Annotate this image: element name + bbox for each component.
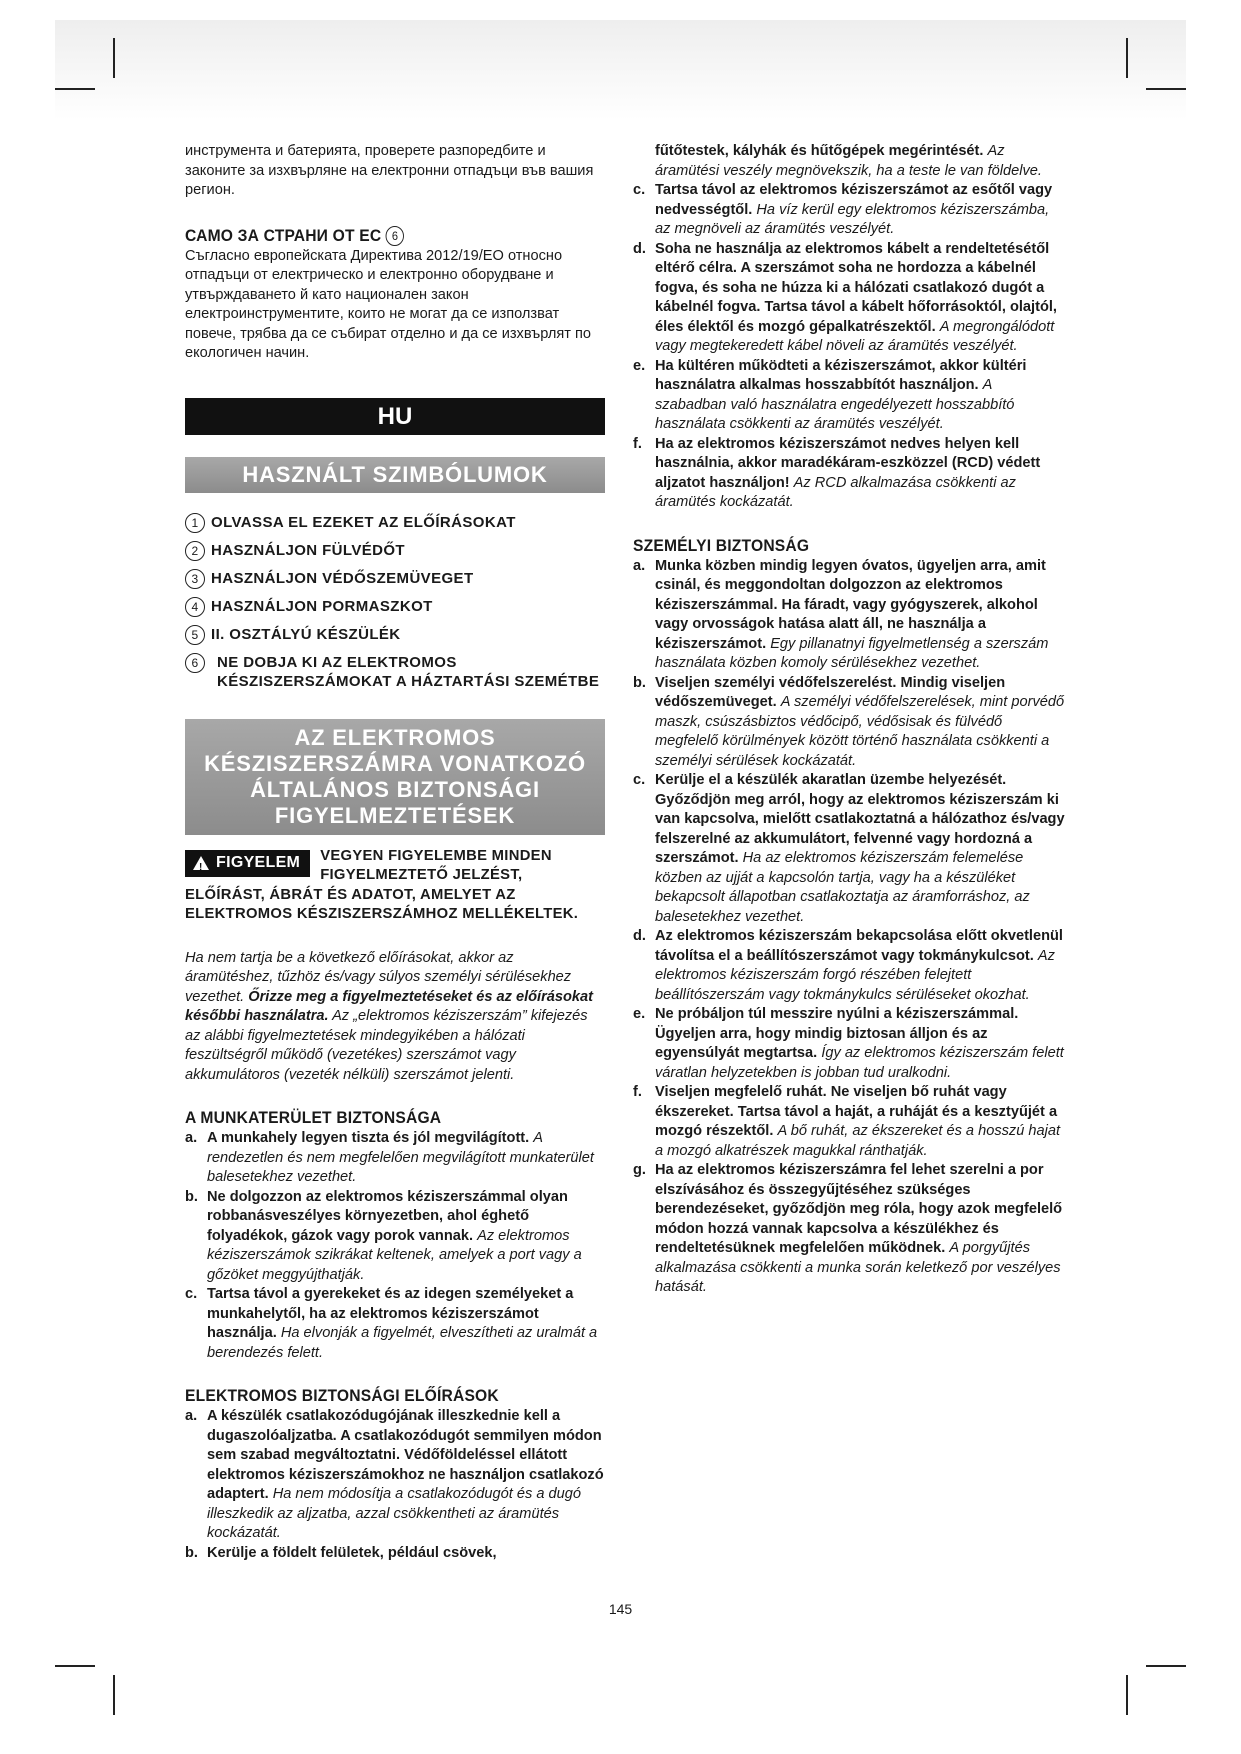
item-label: c. <box>633 182 646 198</box>
list-item <box>185 1129 605 1188</box>
cont-bold: fűtőtestek, kályhák és hűtőgépek megérintését. <box>655 143 984 159</box>
personal-safety-title: SZEMÉLYI BIZTONSÁG <box>633 535 810 555</box>
symbol-6-icon: 6 <box>386 226 404 246</box>
general-safety-heading-bar: AZ ELEKTROMOS KÉSZISZERSZÁMRA VONATKOZÓ ÁLTALÁNOS BIZTONSÁGI FIGYELMEZTETÉSEK <box>185 719 605 835</box>
symbol-text: OLVASSA EL EZEKET AZ ELŐÍRÁSOKAT <box>211 513 516 531</box>
item-bold: Viseljen személyi védőfelszerelést. Mindig viseljen védőszemüveget. <box>655 674 1006 710</box>
list-item <box>633 1161 1065 1298</box>
item-label: c. <box>633 772 646 788</box>
list-item <box>633 435 1065 513</box>
left-column <box>185 142 605 1563</box>
list-item <box>633 1083 1065 1161</box>
item-label: a. <box>185 1130 198 1146</box>
list-item <box>185 1544 605 1564</box>
item-label: d. <box>633 240 646 257</box>
item-bold: Viseljen megfelelő ruhát. Ne viseljen bő ruhát vagy ékszereket. Tartsa távol a haját, a ruháját és a kesztyűjét a mozgó részektől. <box>655 1084 1058 1139</box>
item-italic: A szabadban való használatra engedélyezett hosszabbító használata csökkenti az áramütés veszélyét. <box>655 377 1015 432</box>
item-label: b. <box>633 674 646 691</box>
personal-safety-list <box>633 557 1065 1298</box>
list-item <box>633 357 1065 435</box>
item-italic: Ha az elektromos kéziszerszám felemelése közben az ujját a kapcsolón tartja, vagy ha a készüléket bekapcsolt állapotban csatlakoztatja az áramforráshoz, az balesetekhez vezethet. <box>655 850 1030 925</box>
symbol-text: NE DOBJA KI AZ ELEKTROMOS KÉSZISZERSZÁMOKAT A HÁZTARTÁSI SZEMÉTBE <box>217 653 600 690</box>
symbol-text: HASZNÁLJON VÉDŐSZEMÜVEGET <box>211 569 474 587</box>
item-label: f. <box>633 1084 642 1100</box>
circled-number-2-icon: 2 <box>185 541 205 561</box>
bg-intro-paragraph: инструмента и батерията, проверете разпоредбите и законите за изхвърляне на електронни отпадъци във вашия регион. <box>185 143 594 198</box>
item-bold: Ha kültéren működteti a kéziszerszámot, akkor kültéri használatra alkalmas hosszabbítót használjon. <box>655 357 1027 393</box>
crop-mark-tl-v <box>113 38 115 78</box>
item-label: a. <box>185 1408 198 1424</box>
symbol-text: HASZNÁLJON PORMASZKOT <box>211 597 433 615</box>
work-area-list <box>185 1129 605 1363</box>
symbol-item-2 <box>185 541 605 561</box>
list-item <box>633 557 1065 674</box>
list-item <box>185 1407 605 1544</box>
electrical-safety-title: ELEKTROMOS BIZTONSÁGI ELŐÍRÁSOK <box>185 1386 499 1405</box>
warning-text: VEGYEN FIGYELEMBE MINDEN FIGYELMEZTETŐ JELZÉST, ELŐÍRÁST, ÁBRÁT ÉS ADATOT, AMELYET AZ ELEKTROMOS KÉSZISZERSZÁMHOZ MELLÉKELTEK. <box>185 847 579 922</box>
right-column <box>633 142 1065 1298</box>
item-label: f. <box>633 435 642 452</box>
item-italic: A bő ruhát, az ékszereket és a hosszú hajat a mozgó alkatrészek magukkal ránthatják. <box>655 1123 1061 1159</box>
list-item <box>633 771 1065 927</box>
item-italic: A személyi védőfelszerelések, mint porvédő maszk, csúszásbiztos védőcipő, védősisak és fülvédő megfelelő körülmények között történő használata csökkenti a személyi sérülések kockázatát. <box>655 694 1065 769</box>
item-italic: Az elektromos kéziszerszámok szikrákat keltenek, amelyek a port vagy a gőzöket meggyújthatják. <box>207 1227 582 1283</box>
electrical-safety-list-right <box>633 181 1065 513</box>
item-bold: Tartsa távol az elektromos kéziszerszámot az esőtől vagy nedvességtől. <box>655 182 1053 218</box>
symbol-item-5 <box>185 625 605 645</box>
list-item <box>633 181 1065 240</box>
list-item <box>185 1188 605 1286</box>
symbol-text: II. OSZTÁLYÚ KÉSZÜLÉK <box>211 625 401 643</box>
item-bold: Munka közben mindig legyen óvatos, ügyeljen arra, amit csinál, és meggondoltan dolgozzon az elektromos kéziszerszámmal. Ha fáradt, vagy gyógyszerek, alkohol vagy orvosságok hatása alatt áll, ne használja a kéziszerszámot. <box>655 557 1046 652</box>
page-number: 145 <box>608 1601 633 1617</box>
warning-badge <box>185 850 310 877</box>
intro-bold: Őrizze meg a figyelmeztetéseket és az előírásokat későbbi használatra. <box>185 988 594 1024</box>
item-bold: Ne próbáljon túl messzire nyúlni a kéziszerszámmal. Ügyeljen arra, hogy mindig biztosan álljon és az egyensúlyát megtartsa. <box>655 1006 1019 1061</box>
cont-italic: Az áramütési veszély megnövekszik, ha a teste le van földelve. <box>655 143 1042 179</box>
item-bold: Soha ne használja az elektromos kábelt a rendeltetésétől eltérő célra. A szerszámot soha ne hordozza a kábelnél fogva, és soha ne húzza ki a hálózati csatlakozó dugót a kábelnél fogva. Tartsa távol a kábelt hőforrásoktól, olajtól, éles élektől és mozgó gépalkatrészektől. <box>655 240 1057 335</box>
item-label: a. <box>633 557 646 574</box>
eu-title-text: САМО ЗА СТРАНИ ОТ ЕС <box>185 225 382 245</box>
item-italic: A porgyűjtés alkalmazása csökkenti a munka során keletkező por veszélyes hatását. <box>655 1240 1061 1295</box>
item-bold: Kerülje el a készülék akaratlan üzembe helyezését. Győződjön meg arról, hogy az elektromos kéziszerszám ki van kapcsolva, mielőtt csatlakoztatná a hálózathoz és/vagy felszerelné az akkumulátort, felvenné vagy hordozná a szerszámot. <box>655 772 1065 866</box>
item-bold: Ha az elektromos kéziszerszámra fel lehet szerelni a por elszívásához és összegyűjtéséhez szükséges berendezéseket, győződjön meg róla, hogy azok megfelelő módon hozzá vannak kapcsolva a készülékhez és rendeltetésüknek megfelelően működnek. <box>655 1162 1063 1256</box>
symbol-item-4 <box>185 597 605 617</box>
intro-italic-2: Az „elektromos kéziszerszám” kifejezés az alábbi figyelmeztetések mindegyikében a hálózati feszültségről működő (vezetékes) szerszámot vagy akkumulátoros (vezeték nélküli) szerszámot jelenti. <box>185 1008 588 1083</box>
list-item <box>633 674 1065 772</box>
symbols-heading-bar: HASZNÁLT SZIMBÓLUMOK <box>185 457 605 493</box>
item-label: b. <box>185 1188 198 1205</box>
crop-mark-br-h <box>1146 1665 1186 1667</box>
warning-triangle-icon: ! <box>193 856 209 870</box>
list-item <box>633 1005 1065 1083</box>
item-bold: Ne dolgozzon az elektromos kéziszerszámmal olyan robbanásveszélyes környezetben, ahol éghető folyadékok, gázok vagy porok vannak. <box>207 1188 568 1244</box>
crop-mark-bl-v <box>113 1675 115 1715</box>
electrical-continuation <box>633 142 1065 181</box>
top-shade <box>55 20 1186 120</box>
symbol-item-3 <box>185 569 605 589</box>
intro-italic-1: Ha nem tartja be a következő előírásokat, akkor az áramütéshez, tűzhöz és/vagy súlyos személyi sérülésekhez vezethet. <box>185 949 572 1005</box>
symbol-text: HASZNÁLJON FÜLVÉDŐT <box>211 541 405 559</box>
item-label: d. <box>633 928 646 944</box>
item-bold: A munkahely legyen tiszta és jól megvilágított. <box>207 1130 530 1146</box>
work-area-title: A MUNKATERÜLET BIZTONSÁGA <box>185 1108 442 1127</box>
warning-block <box>185 847 605 925</box>
warning-badge-text: FIGYELEM <box>216 854 301 872</box>
list-item <box>633 240 1065 357</box>
circled-number-4-icon: 4 <box>185 597 205 617</box>
item-bold: A készülék csatlakozódugójának illeszkednie kell a dugaszolóaljzatba. A csatlakozódugót semmilyen módon sem szabad megváltoztatni. Védőföldeléssel ellátott elektromos kéziszerszámokhoz ne használjon csatlakozó adaptert. <box>207 1408 604 1502</box>
circled-number-5-icon: 5 <box>185 625 205 645</box>
list-item <box>633 927 1065 1005</box>
crop-mark-tr-h <box>1146 88 1186 90</box>
item-italic: Ha elvonják a figyelmét, elveszítheti az uralmát a berendezés felett. <box>207 1325 598 1361</box>
item-italic: Így az elektromos kéziszerszám felett váratlan helyzetekben is jobban tud uralkodni. <box>655 1045 1064 1081</box>
crop-mark-tr-v <box>1126 38 1128 78</box>
item-label: e. <box>633 1006 646 1022</box>
item-bold: Tartsa távol a gyerekeket és az idegen személyeket a munkahelytől, ha az elektromos kéziszerszámot használja. <box>207 1286 574 1341</box>
item-italic: Ha nem módosítja a csatlakozódugót és a dugó illeszkedik az aljzatba, azzal csökkentheti az áramütés kockázatát. <box>207 1486 581 1541</box>
item-bold: Ha az elektromos kéziszerszámot nedves helyen kell használnia, akkor maradékáram-eszközzel (RCD) védett aljzatot használjon! <box>655 435 1041 491</box>
circled-number-6-icon: 6 <box>185 653 205 673</box>
item-bold: Az elektromos kéziszerszám bekapcsolása előtt okvetlenül távolítsa el a beállítószerszámot vagy tokmánykulcsot. <box>655 928 1063 964</box>
eu-body-paragraph: Съгласно европейската Директива 2012/19/EO относно отпадъци от електрическо и електронно оборудване и утвърждаването й като национален закон електроинструментите, които не могат да се използват повече, трябва да се събират отделно и да се изхвърлят по екологичен начин. <box>185 247 592 361</box>
item-italic: Az RCD alkalmazása csökkenti az áramütés kockázatát. <box>655 474 1016 510</box>
item-label: g. <box>633 1162 646 1178</box>
symbol-item-1 <box>185 513 605 533</box>
item-italic: A megrongálódott vagy megtekeredett kábel növeli az áramütés veszélyét. <box>655 318 1055 354</box>
crop-mark-bl-h <box>55 1665 95 1667</box>
symbol-item-6 <box>185 653 605 691</box>
item-bold: Kerülje a földelt felületek, például csövek, <box>207 1544 497 1561</box>
symbols-list <box>185 513 605 691</box>
item-label: b. <box>185 1544 198 1561</box>
item-label: c. <box>185 1286 198 1302</box>
item-italic: A rendezetlen és nem megfelelően megvilágított munkaterület balesetekhez vezethet. <box>207 1130 594 1185</box>
crop-mark-tl-h <box>55 88 95 90</box>
circled-number-3-icon: 3 <box>185 569 205 589</box>
item-italic: Ha víz kerül egy elektromos kéziszerszámba, az megnöveli az áramütés veszélyét. <box>655 201 1050 237</box>
item-italic: Egy pillanatnyi figyelmetlenség a szerszám használata közben komoly sérülésekhez vezethet. <box>655 635 1049 671</box>
crop-mark-br-v <box>1126 1675 1128 1715</box>
eu-section-title <box>185 225 571 247</box>
general-intro-paragraph <box>185 949 605 1086</box>
circled-number-1-icon: 1 <box>185 513 205 533</box>
electrical-safety-list-left <box>185 1407 605 1563</box>
item-italic: Az elektromos kéziszerszám forgó részében felejtett beállítószerszám vagy tokmánykulcs sérüléseket okozhat. <box>655 947 1055 1003</box>
item-label: e. <box>633 357 646 374</box>
language-bar-hu: HU <box>185 398 605 435</box>
list-item <box>185 1285 605 1363</box>
